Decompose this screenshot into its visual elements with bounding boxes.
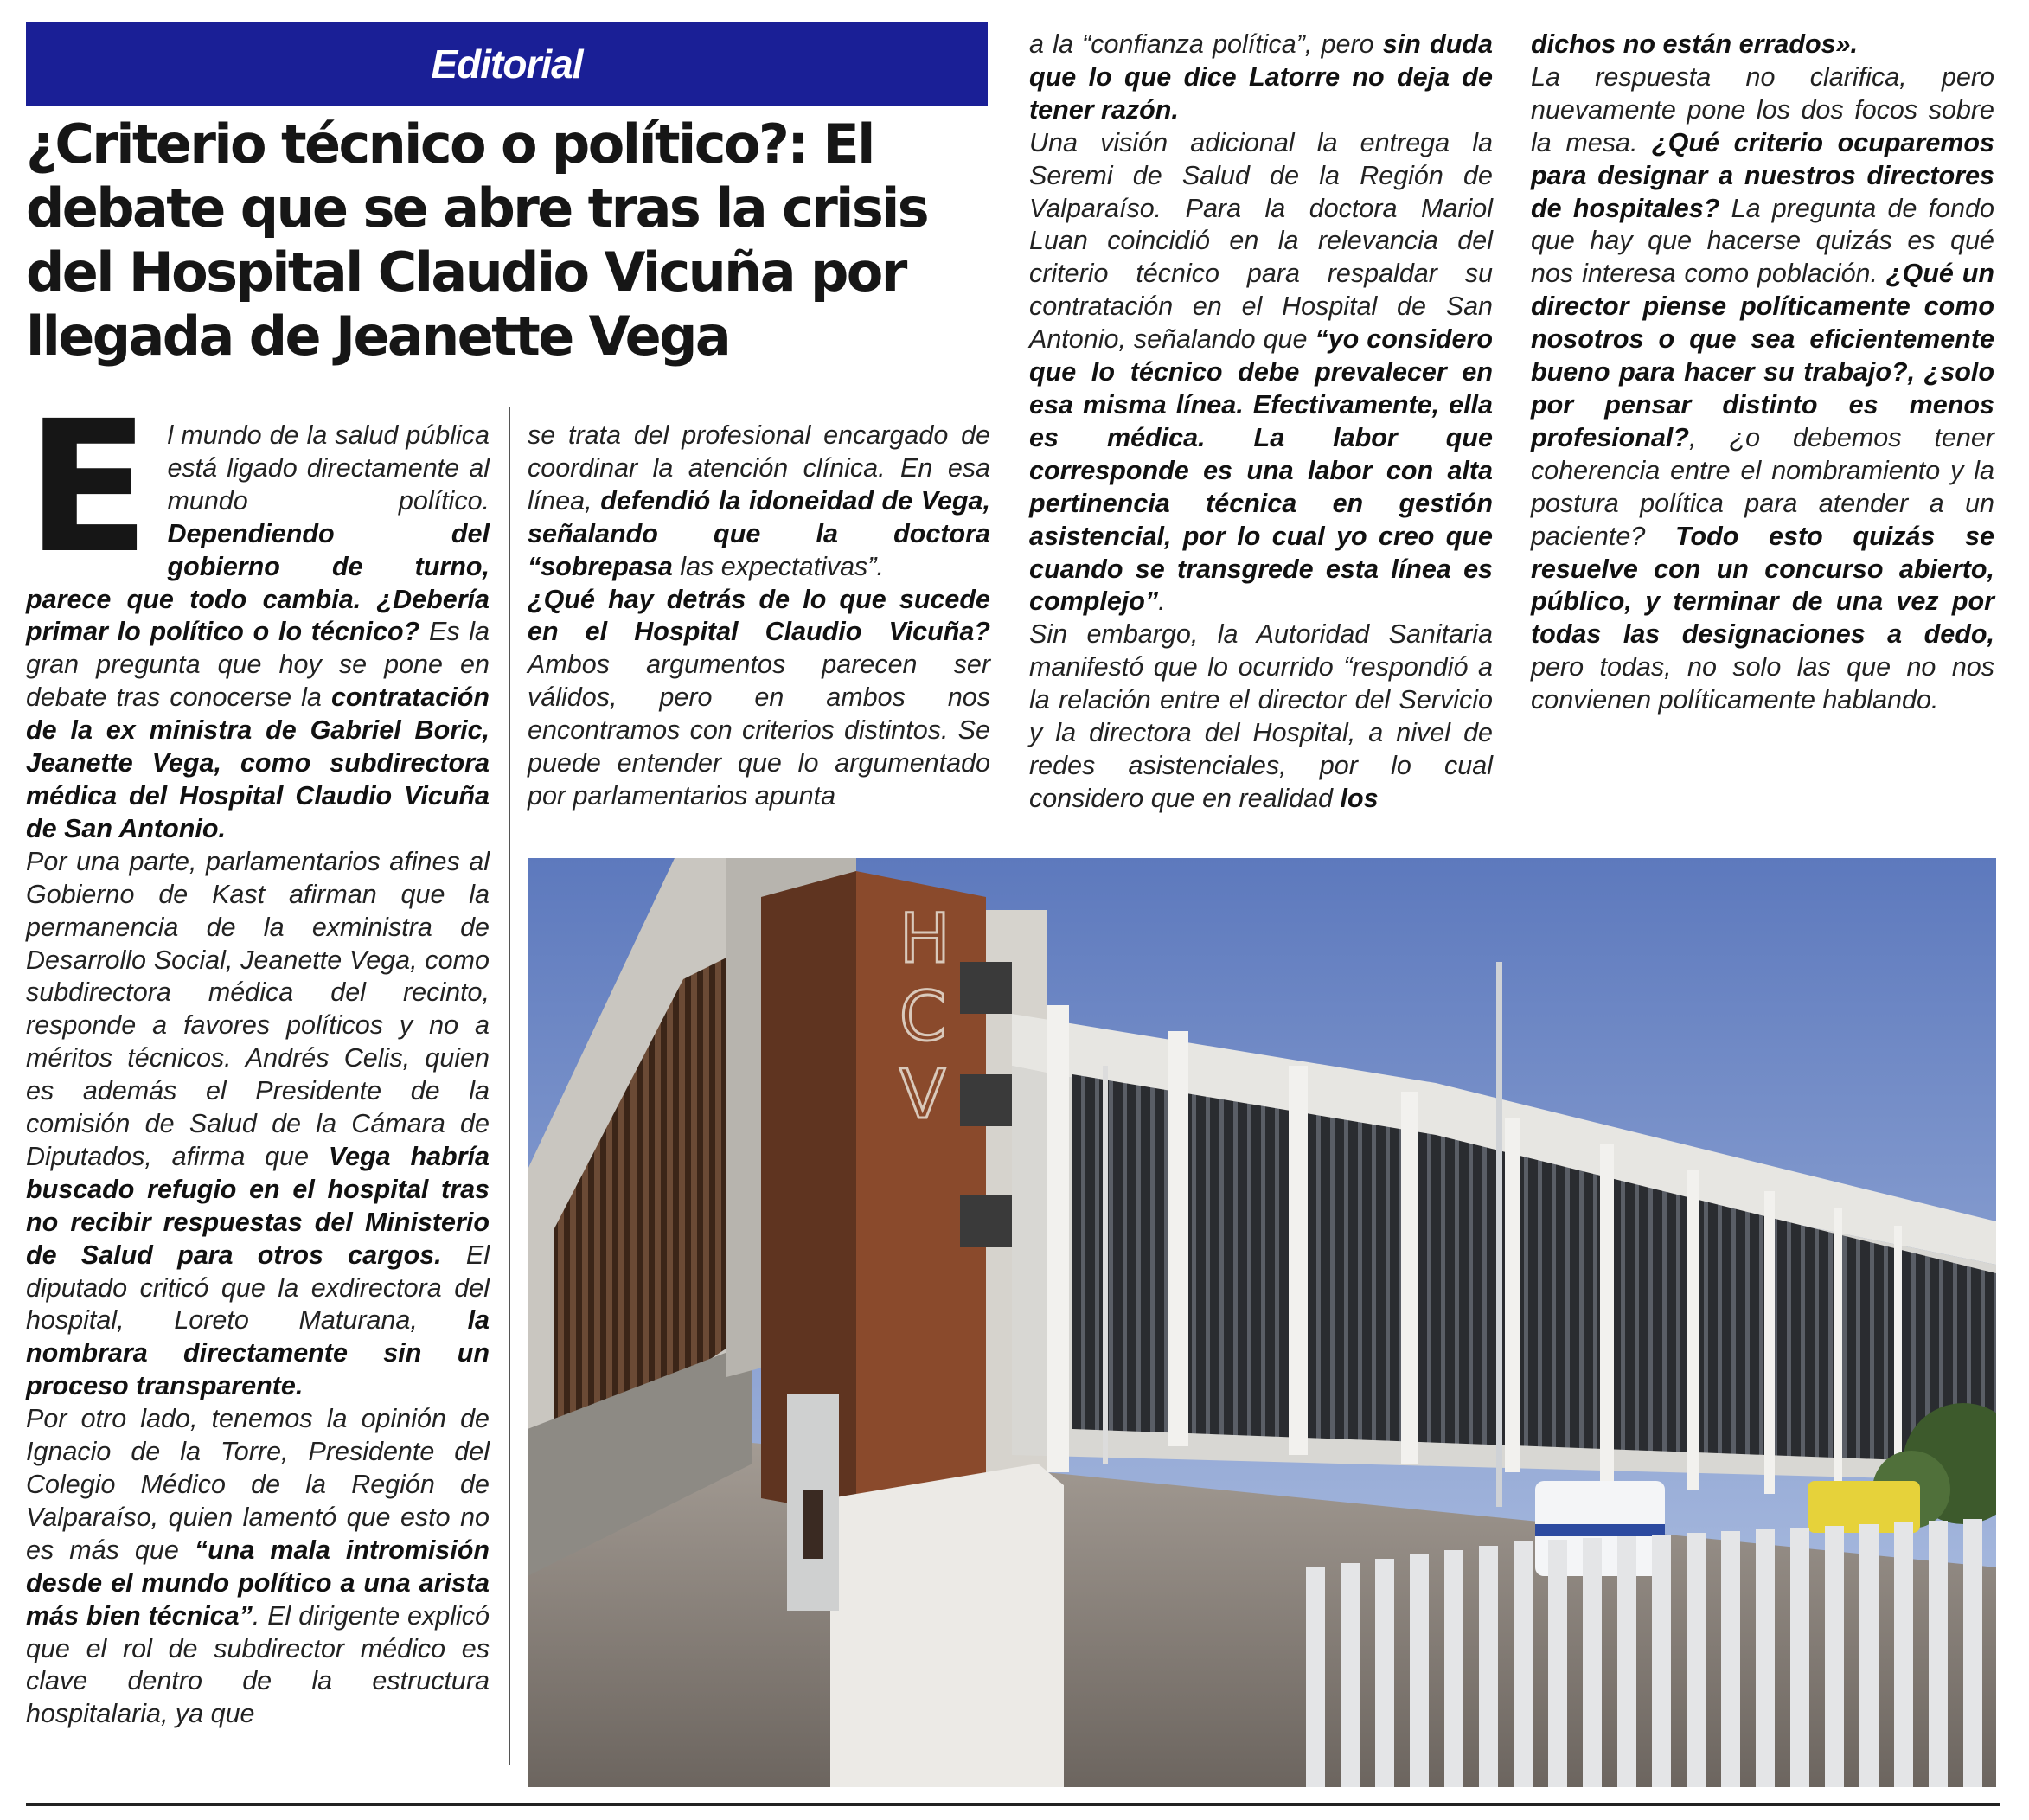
pedestrian	[803, 1490, 823, 1559]
paragraph: se trata del profesional encargado de coordinar la atención clínica. En esa línea, defendió la idoneidad de Vega, señalando que la doctora “sobrepasa las expectativas”.	[528, 420, 990, 581]
paragraph: dichos no están errados».	[1531, 29, 1858, 59]
column	[1764, 1191, 1775, 1494]
paragraph: El mundo de la salud pública está ligado directamente al mundo político. Dependiendo del gobierno de turno, parece que todo cambia. ¿Debería primar lo político o lo técnico? Es la gran pregunta que hoy se pone en debate tras conocerse la contratación de la ex ministra de Gabriel Boric, Jeanette Vega, como subdirectora médica del Hospital Claudio Vicuña de San Antonio.	[26, 381, 490, 843]
paragraph: Sin embargo, la Autoridad Sanitaria manifestó que lo ocurrido “respondió a la relación entre el director del Servicio y la directora del Hospital, a nivel de redes asistenciales, por lo cual considero que en realidad los	[1029, 619, 1493, 813]
article-column-4	[1531, 29, 1994, 717]
pole	[1103, 1066, 1108, 1464]
column	[1834, 1208, 1842, 1494]
article-column-3	[1029, 29, 1493, 816]
hospital-photo	[528, 858, 1996, 1787]
paragraph: a la “confianza política”, pero sin duda que lo que dice Latorre no deja de tener razón.	[1029, 29, 1493, 125]
facade-letter: V	[899, 1056, 946, 1134]
column	[1401, 1092, 1418, 1464]
column-divider	[509, 407, 510, 1765]
ambulance-stripe	[1535, 1524, 1665, 1536]
balcony	[960, 962, 1012, 1014]
column	[1687, 1170, 1699, 1490]
balcony	[960, 1074, 1012, 1126]
section-label: Editorial	[431, 42, 583, 87]
facade-letter: C	[899, 978, 947, 1056]
article-column-1	[26, 381, 490, 1731]
section-banner	[26, 22, 988, 106]
white-wall	[830, 1464, 1064, 1787]
balcony	[960, 1195, 1012, 1247]
column	[1168, 1031, 1188, 1446]
bottom-rule	[26, 1803, 2000, 1806]
drop-cap: E	[26, 381, 150, 593]
paragraph: Por otro lado, tenemos la opinión de Ignacio de la Torre, Presidente del Colegio Médico de la Región de Valparaíso, quien lamentó que esto no es más que “una mala intromisión desde el mundo político a una arista más bien técnica”. El dirigente explicó que el rol de subdirector médico es clave dentro de la estructura hospitalaria, ya que	[26, 1404, 490, 1729]
column	[1600, 1144, 1614, 1481]
article-column-2	[528, 420, 990, 813]
column	[1505, 1118, 1520, 1472]
column	[1047, 1005, 1069, 1472]
headline: ¿Criterio técnico o político?: El debate que se abre tras la crisis del Hospital Claudio Vicuña por llegada de Jeanette Vega	[26, 112, 928, 368]
facade-letter: H	[899, 900, 950, 978]
paragraph: La respuesta no clarifica, pero nuevamente pone los dos focos sobre la mesa. ¿Qué criterio ocuparemos para designar a nuestros directores de hospitales? La pregunta de fondo que hay que hacerse quizás es qué nos interesa como población. ¿Qué un director piense políticamente como nosotros o que sea eficientemente bueno para hacer su trabajo?, ¿solo por pensar distinto es menos profesional?, ¿o debemos tener coherencia entre el nombramiento y la postura política para atender a un paciente? Todo esto quizás se resuelve con un concurso abierto, público, y terminar de una vez por todas las designaciones a dedo, pero todas, no solo las que no nos convienen políticamente hablando.	[1531, 61, 1994, 715]
column	[1289, 1066, 1308, 1455]
paragraph: Por una parte, parlamentarios afines al Gobierno de Kast afirman que la permanencia de la exministra de Desarrollo Social, Jeanette Vega, como subdirectora médica del recinto, responde a favores políticos y no a méritos técnicos. Andrés Celis, quien es además el Presidente de la comisión de Salud de la Cámara de Diputados, afirma que Vega habría buscado refugio en el hospital tras no recibir respuestas del Ministerio de Salud para otros cargos. El diputado criticó que la exdirectora del hospital, Loreto Maturana, la nombrara directamente sin un proceso transparente.	[26, 846, 490, 1401]
paragraph: ¿Qué hay detrás de lo que sucede en el Hospital Claudio Vicuña? Ambos argumentos parecen ser válidos, pero en ambos nos encontramos con criterios distintos. Se puede entender que lo argumentado por parlamentarios apunta	[528, 584, 990, 811]
paragraph: Una visión adicional la entrega la Seremi de Salud de la Región de Valparaíso. Para la doctora Mariol Luan coincidió en la relevancia del criterio técnico para respaldar su contratación en el Hospital de San Antonio, señalando que “yo considero que lo técnico debe prevalecer en esa misma línea. Efectivamente, ella es médica. La labor que corresponde es una labor con alta pertinencia técnica en gestión asistencial, por lo cual yo creo que cuando se transgrede esta línea es complejo”.	[1029, 127, 1493, 617]
pole	[1496, 962, 1502, 1507]
